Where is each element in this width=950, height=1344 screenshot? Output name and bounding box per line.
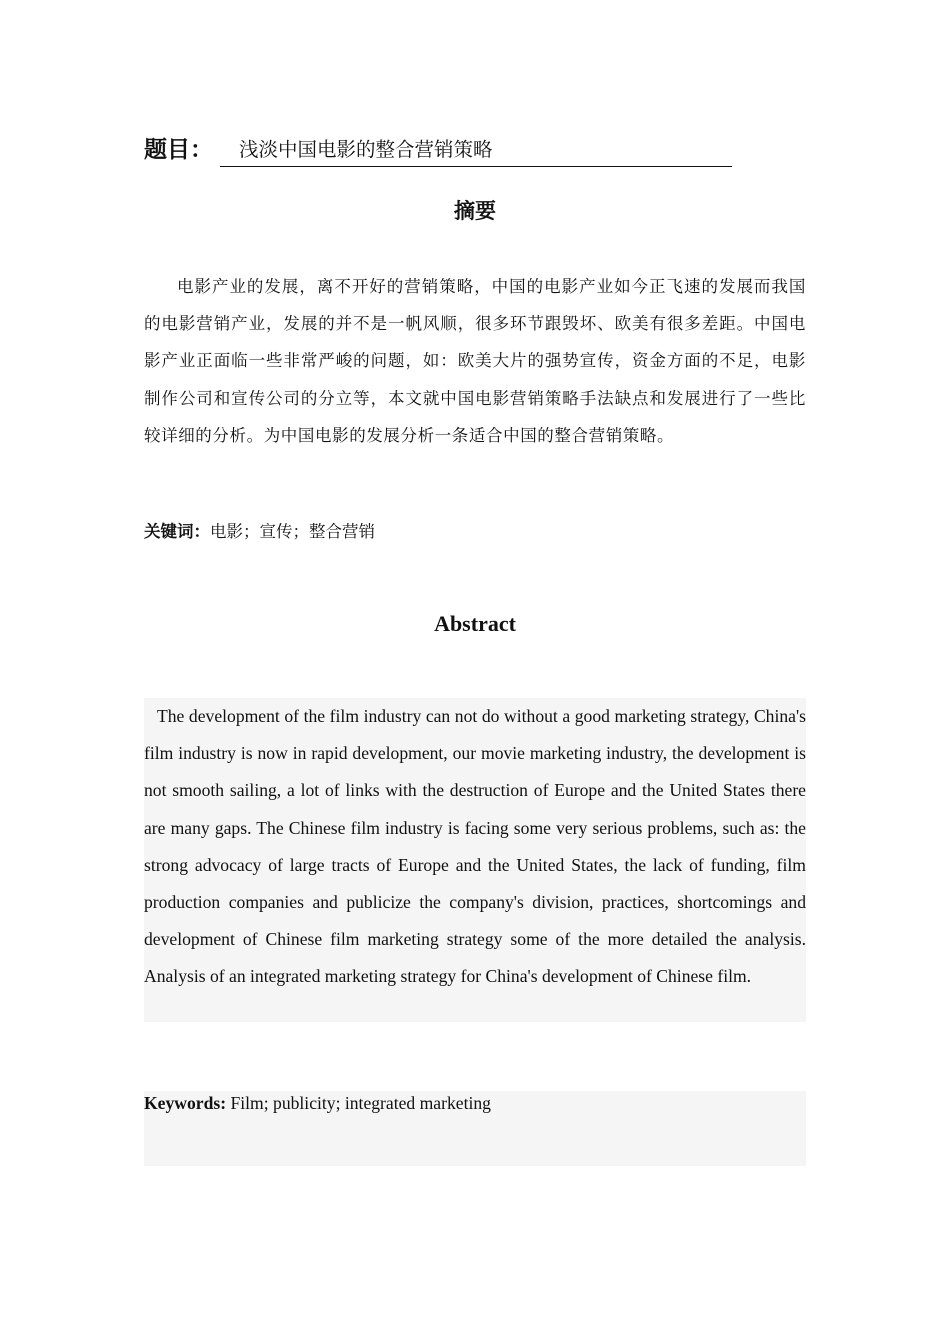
english-abstract-heading: Abstract bbox=[434, 611, 516, 636]
english-abstract-block bbox=[144, 698, 806, 1022]
title-value: 浅淡中国电影的整合营销策略 bbox=[220, 133, 732, 167]
chinese-keywords-value: 电影；宣传；整合营销 bbox=[210, 522, 375, 541]
title-line bbox=[144, 133, 806, 167]
chinese-abstract-body: 电影产业的发展，离不开好的营销策略，中国的电影产业如今正飞速的发展而我国的电影营销产业，发展的并不是一帆风顺，很多环节跟毁坏、欧美有很多差距。中国电影产业正面临一些非常严峻的问题，如：欧美大片的强势宣传，资金方面的不足，电影制作公司和宣传公司的分立等，本文就中国电影营销策略手法缺点和发展进行了一些比较详细的分析。为中国电影的发展分析一条适合中国的整合营销策略。 bbox=[144, 277, 806, 445]
chinese-keywords-label: 关键词： bbox=[144, 522, 210, 541]
chinese-abstract-heading: 摘要 bbox=[454, 199, 496, 223]
english-keywords-value: Film; publicity; integrated marketing bbox=[230, 1093, 491, 1113]
english-abstract-body: The development of the film industry can not do without a good marketing strategy, China's film industry is now in rapid development, our movie marketing industry, the development is not smooth sailing, a lot of links with the destruction of Europe and the United States there are many gaps. The Chinese film industry is facing some very serious problems, such as: the strong advocacy of large tracts of Europe and the United States, the lack of funding, film production companies and publicize the company's division, practices, shortcomings and development of Chinese film marketing strategy some of the more detailed the analysis. Analysis of an integrated marketing strategy for China's development of Chinese film. bbox=[144, 706, 806, 987]
english-keywords bbox=[144, 1091, 806, 1166]
title-label: 题目： bbox=[144, 137, 213, 163]
english-keywords-label: Keywords: bbox=[144, 1093, 227, 1113]
chinese-keywords bbox=[144, 515, 806, 549]
